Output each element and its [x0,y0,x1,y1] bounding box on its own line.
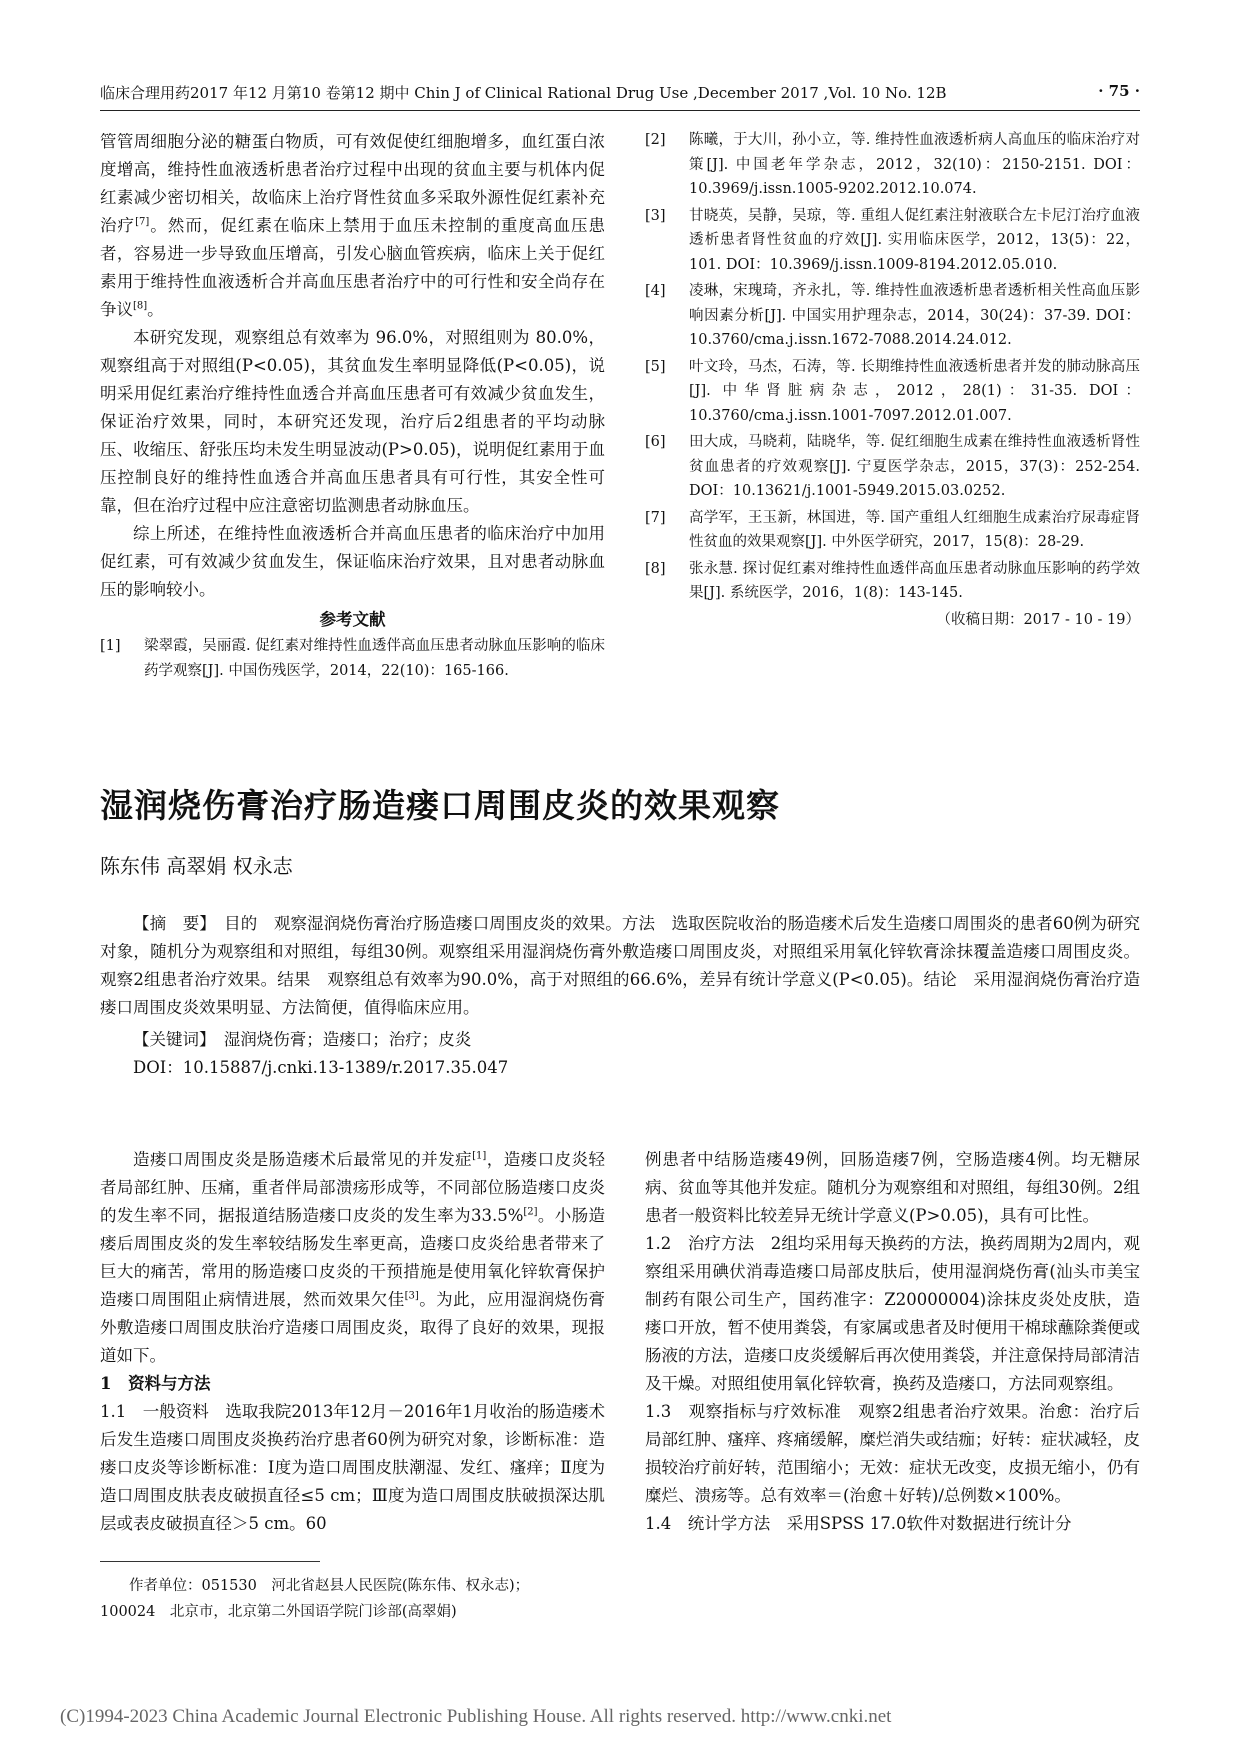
reference-item: [5] 叶文玲，马杰，石涛，等. 长期维持性血液透析患者并发的肺动脉高压[J]. 中华肾脏病杂志，2012，28(1)：31-35. DOI：10.3760/cma.j.issn.1001-7097.2012.01.007. [645,358,1140,424]
reference-item: [3] 甘晓英，吴静，吴琼，等. 重组人促红素注射液联合左卡尼汀治疗血液透析患者肾性贫血的疗效[J]. 实用临床医学，2012，13(5)：22，101. DOI：10.3969/j.issn.1009-8194.2012.05.010. [645,207,1140,273]
reference-item: [7] 高学军，王玉新，林国进，等. 国产重组人红细胞生成素治疗尿毒症肾性贫血的效果观察[J]. 中外医学研究，2017，15(8)：28-29. [645,509,1140,550]
prev-paragraph: 本研究发现，观察组总有效率为 96.0%，对照组则为 80.0%，观察组高于对照组(P<0.05)，其贫血发生率明显降低(P<0.05)，说明采用促红素治疗维持性血透合并高血压患者可有效减少贫血发生，保证治疗效果，同时，本研究还发现，治疗后2组患者的平均动脉压、收缩压、舒张压均未发生明显波动(P>0.05)，说明促红素用于血压控制良好的维持性血透合并高血压患者具有可行性，其安全性可靠，但在治疗过程中应注意密切监测患者动脉血压。 [100,328,605,515]
references-heading: 参考文献 [319,610,386,629]
prev-paragraph: 综上所述，在维持性血液透析合并高血压患者的临床治疗中加用促红素，可有效减少贫血发生，保证临床治疗效果，且对患者动脉血压的影响较小。 [100,524,605,599]
body-right-column [645,1146,1140,1538]
article-authors: 陈东伟 高翠娟 权永志 [100,854,293,878]
body-left-column [100,1146,605,1538]
received-date: （收稿日期：2017 - 10 - 19） [936,611,1140,628]
reference-item: [8] 张永慧. 探讨促红素对维持性血透伴高血压患者动脉血压影响的药学效果[J]. 系统医学，2016，1(8)：143-145. [645,560,1140,601]
footnote-line: 100024 北京市，北京第二外国语学院门诊部(高翠娟) [100,1604,457,1620]
page-number: · 75 · [1098,82,1140,100]
subsection-paragraph: 1.3 观察指标与疗效标准 观察2组患者治疗效果。治愈：治疗后局部红肿、瘙痒、疼痛缓解，糜烂消失或结痂；好转：症状减轻，皮损较治疗前好转，范围缩小；无效：症状无改变，皮损无缩小，仍有糜烂、溃疡等。总有效率＝(治愈＋好转)/总例数×100%。 [645,1402,1140,1505]
abstract: 【摘 要】 目的 观察湿润烧伤膏治疗肠造瘘口周围皮炎的效果。方法 选取医院收治的肠造瘘术后发生造瘘口周围炎的患者60例为研究对象，随机分为观察组和对照组，每组30例。观察组采用湿润烧伤膏外敷造瘘口周围皮炎，对照组采用氧化锌软膏涂抹覆盖造瘘口周围皮炎。观察2组患者治疗效果。结果 观察组总有效率为90.0%，高于对照组的66.6%，差异有统计学意义(P<0.05)。结论 采用湿润烧伤膏治疗造瘘口周围皮炎效果明显、方法简便，值得临床应用。 [100,914,1140,1017]
prev-paragraph: 管管周细胞分泌的糖蛋白物质，可有效促使红细胞增多，血红蛋白浓度增高，维持性血液透析患者治疗过程中出现的贫血主要与机体内促红素减少密切相关，故临床上治疗肾性贫血多采取外源性促红素补充治疗[7]。然而，促红素在临床上禁用于血压未控制的重度高血压患者，容易进一步导致血压增高，引发心脑血管疾病，临床上关于促红素用于维持性血液透析合并高血压患者治疗中的可行性和安全尚存在争议[8]。 [100,132,606,319]
reference-item: [6] 田大成，马晓莉，陆晓华，等. 促红细胞生成素在维持性血液透析肾性贫血患者的疗效观察[J]. 宁夏医学杂志，2015，37(3)：252-254. DOI：10.13621/j.1001-5949.2015.03.0252. [645,434,1140,499]
reference-item: [4] 凌琳，宋瑰琦，齐永扎，等. 维持性血液透析患者透析相关性高血压影响因素分析[J]. 中国实用护理杂志，2014，30(24)：37-39. DOI：10.3760/cma.j.issn.1672-7088.2014.24.012. [645,283,1140,348]
author-affiliation-footnote [100,1573,620,1625]
footnote-line: 作者单位：051530 河北省赵县人民医院(陈东伟、权永志)； [129,1578,530,1594]
header-rule [100,110,1140,111]
reference-item: [2] 陈曦，于大川，孙小立，等. 维持性血液透析病人高血压的临床治疗对策[J]. 中国老年学杂志，2012，32(10)：2150-2151. DOI：10.3969/j.issn.1005-9202.2012.10.074. [645,132,1140,197]
journal-info: 临床合理用药2017 年12 月第10 卷第12 期中 Chin J of Clinical Rational Drug Use ,December 2017 ,Vol. 10 No. 12B [100,84,947,102]
abstract-block [100,910,1140,1082]
subsection-paragraph: 1.1 一般资料 选取我院2013年12月－2016年1月收治的肠造瘘术后发生造瘘口周围皮炎换药治疗患者60例为研究对象，诊断标准：造瘘口皮炎等诊断标准：Ⅰ度为造口周围皮肤潮湿、发红、瘙痒；Ⅱ度为造口周围皮肤表皮破损直径≤5 cm；Ⅲ度为造口周围皮肤破损深达肌层或表皮破损直径＞5 cm。60 [100,1402,605,1533]
subsection-paragraph: 1.2 治疗方法 2组均采用每天换药的方法，换药周期为2周内，观察组采用碘伏消毒造瘘口局部皮肤后，使用湿润烧伤膏(汕头市美宝制药有限公司生产，国药准字：Z20000004)涂抹皮炎处皮肤，造瘘口开放，暂不使用粪袋，有家属或患者及时便用干棉球蘸除粪便或肠液的方法，造瘘口皮炎缓解后再次使用粪袋，并注意保持局部清洁及干燥。对照组使用氧化锌软膏，换药及造瘘口，方法同观察组。 [645,1234,1140,1393]
doi: DOI：10.15887/j.cnki.13-1389/r.2017.35.047 [133,1058,509,1077]
article-title: 湿润烧伤膏治疗肠造瘘口周围皮炎的效果观察 [100,786,780,825]
keywords: 【关键词】 湿润烧伤膏；造瘘口；治疗；皮炎 [133,1030,472,1049]
running-header [100,82,1140,108]
reference-item: [1] 梁翠霞，吴丽霞. 促红素对维持性血透伴高血压患者动脉血压影响的临床药学观察[J]. 中国伤残医学，2014，22(10)：165-166. [100,638,605,679]
prev-article-left-column [100,128,605,685]
intro-paragraph: 造瘘口周围皮炎是肠造瘘术后最常见的并发症[1]，造瘘口皮炎轻者局部红肿、压痛，重者伴局部溃疡形成等，不同部位肠造瘘口皮炎的发生率不同，据报道结肠造瘘口皮炎的发生率为33.5%[2]。小肠造瘘后周围皮炎的发生率较结肠发生率更高，造瘘口皮炎给患者带来了巨大的痛苦，常用的肠造瘘口皮炎的干预措施是使用氧化锌软膏保护造瘘口周围阻止病情进展，然而效果欠佳[3]。为此，应用湿润烧伤膏外敷造瘘口周围皮肤治疗造瘘口周围皮炎，取得了良好的效果，现报道如下。 [100,1150,606,1365]
body-paragraph: 例患者中结肠造瘘49例，回肠造瘘7例，空肠造瘘4例。均无糖尿病、贫血等其他并发症。随机分为观察组和对照组，每组30例。2组患者一般资料比较差异无统计学意义(P>0.05)，具有可比性。 [645,1150,1140,1225]
subsection-paragraph: 1.4 统计学方法 采用SPSS 17.0软件对数据进行统计分 [645,1514,1072,1533]
prev-article-right-column [645,128,1140,632]
copyright-watermark: (C)1994-2023 China Academic Journal Electronic Publishing House. All rights reserved. http://www.cnki.net [60,1706,892,1727]
section-heading: 1 资料与方法 [100,1374,211,1393]
footnote-rule [100,1561,320,1562]
